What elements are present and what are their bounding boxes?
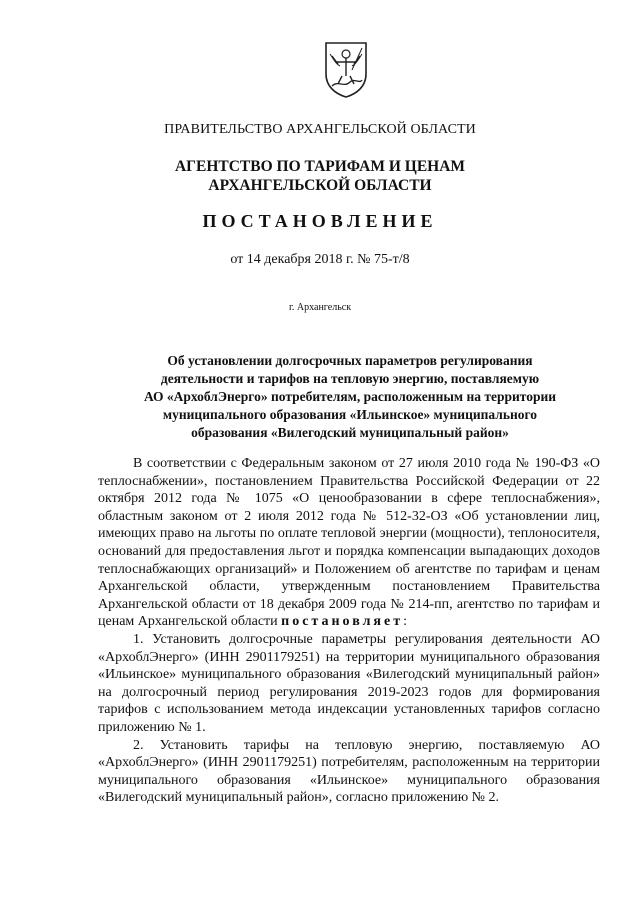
government-name: ПРАВИТЕЛЬСТВО АРХАНГЕЛЬСКОЙ ОБЛАСТИ	[164, 122, 476, 137]
document-date-number: от 14 декабря 2018 г. № 75-т/8	[230, 252, 410, 267]
agency-name-line2: АРХАНГЕЛЬСКОЙ ОБЛАСТИ	[208, 177, 432, 194]
title-line: образования «Вилегодский муниципальный район»	[191, 425, 509, 440]
document-title	[100, 352, 600, 442]
clause-1: 1. Установить долгосрочные параметры регулирования деятельности АО «АрхоблЭнерго» (ИНН 2901179251) на территории муниципального образования «Ильинское» муниципального образования «Вилегодский муниципальный район» на долгосрочный период регулирования 2019-2023 годов для формирования тарифов с использованием метода индексации установленных тарифов согласно приложению № 1.	[98, 631, 600, 735]
title-line: деятельности и тарифов на тепловую энергию, поставляемую	[160, 371, 540, 386]
preamble-paragraph	[98, 455, 600, 631]
title-line: Об установлении долгосрочных параметров регулирования	[167, 353, 533, 368]
preamble-colon: :	[403, 614, 407, 630]
title-line: АО «АрхоблЭнерго» потребителям, расположенным на территории	[143, 389, 557, 404]
agency-name	[0, 157, 640, 195]
preamble-text: В соответствии с Федеральным законом от 27 июля 2010 года № 190-ФЗ «О теплоснабжении», постановлением Правительства Российской Федерации от 22 октября 2012 года № 1075 «О ценообразовании в сфере теплоснабжения», областным законом от 2 июля 2012 года № 512-32-ОЗ «Об установлении лиц, имеющих право на льготы по оплате тепловой энергии (мощности), теплоносителя, оснований для предоставления льгот и порядка компенсации выпадающих доходов теплоснабжающих организаций» и Положением об агентстве по тарифам и ценам Архангельской области, утвержденным постановлением Правительства Архангельской области от 18 декабря 2009 года № 214-пп, агентство по тарифам и ценам Архангельской области	[98, 456, 600, 630]
title-line: муниципального образования «Ильинское» муниципального	[162, 407, 538, 422]
clause-2: 2. Установить тарифы на тепловую энергию, поставляемую АО «АрхоблЭнерго» (ИНН 2901179251) потребителям, расположенным на территории муниципального образования «Ильинское» муниципального образования «Вилегодский муниципальный район», согласно приложению № 2.	[98, 737, 600, 806]
document-city: г. Архангельск	[288, 302, 352, 313]
agency-name-line1: АГЕНТСТВО ПО ТАРИФАМ И ЦЕНАМ	[174, 158, 466, 175]
document-type: ПОСТАНОВЛЕНИЕ	[202, 211, 438, 231]
document-body	[98, 455, 600, 807]
resolves-word: постановляет	[281, 614, 404, 630]
coat-of-arms-icon	[322, 40, 370, 98]
